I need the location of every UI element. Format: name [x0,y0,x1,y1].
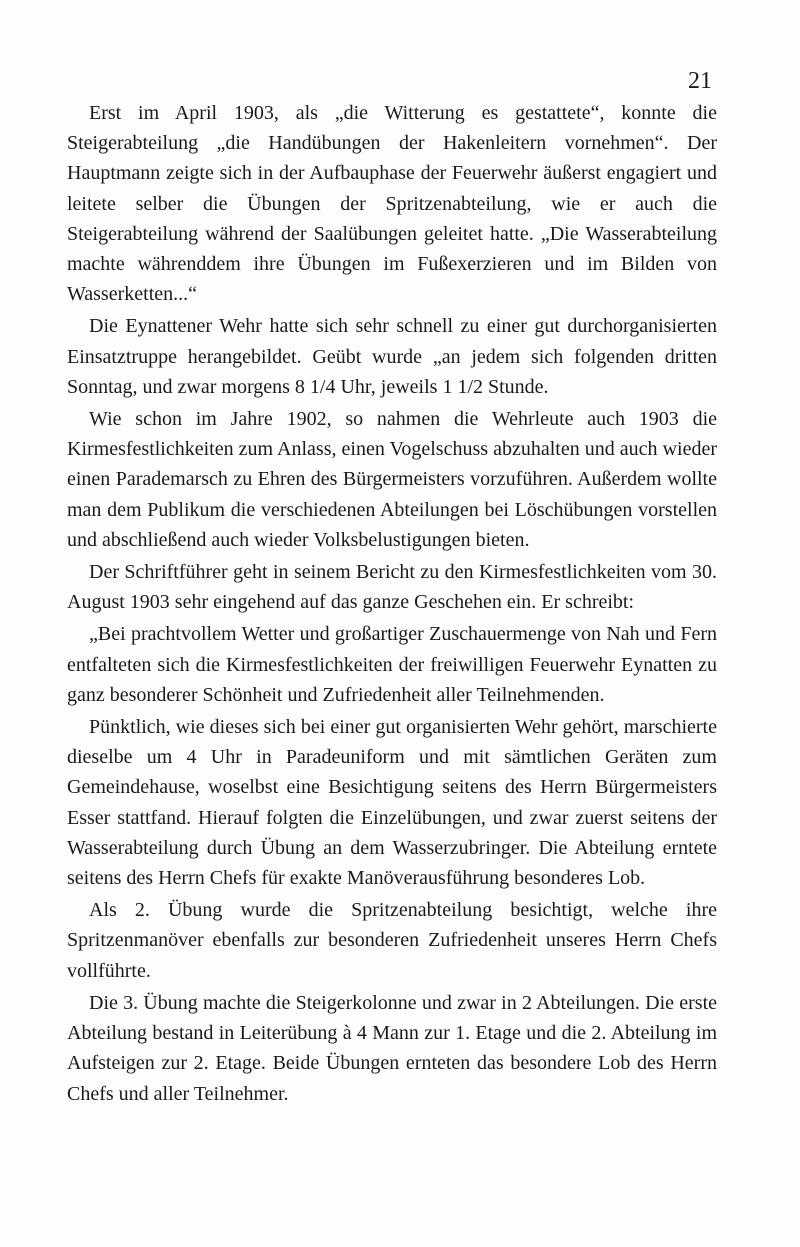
paragraph: Wie schon im Jahre 1902, so nahmen die Wehrleute auch 1903 die Kirmesfestlichkeiten zum Anlass, einen Vogelschuss abzuhalten und auch wieder einen Parademarsch zu Ehren des Bürgermeisters vorzuführen. Außerdem wollte man dem Publikum die verschiedenen Abteilungen bei Löschübungen vorstellen und abschließend auch wieder Volksbelustigungen bieten. [67,408,717,551]
quote-paragraph: Die 3. Übung machte die Steigerkolonne und zwar in 2 Abteilungen. Die erste Abteilung bestand in Leiterübung à 4 Mann zur 1. Etage und die 2. Abteilung im Aufsteigen zur 2. Etage. Beide Übungen ernteten das besondere Lob des Herrn Chefs und aller Teilnehmer. [67,991,717,1105]
quote-paragraph: „Bei prachtvollem Wetter und großartiger Zuschauermenge von Nah und Fern entfalteten sich die Kirmesfestlichkeiten der freiwilligen Feuerwehr Eynatten zu ganz besonderer Schönheit und Zufriedenheit aller Teilnehmenden. [67,623,717,706]
paragraph: Die Eynattener Wehr hatte sich sehr schnell zu einer gut durchorganisierten Einsatztruppe herangebildet. Geübt wurde „an jedem sich folgenden dritten Sonntag, und zwar morgens 8 1/4 Uhr, jeweils 1 1/2 Stunde. [67,315,717,398]
page-number: 21 [688,68,712,94]
quote-paragraph: Als 2. Übung wurde die Spritzenabteilung besichtigt, welche ihre Spritzenmanöver ebenfalls zur besonderen Zufriedenheit unseres Herrn Chefs vollführte. [67,899,717,982]
paragraph: Der Schriftführer geht in seinem Bericht zu den Kirmesfestlichkeiten vom 30. August 1903 sehr eingehend auf das ganze Geschehen ein. Er schreibt: [67,561,717,614]
paragraph: Erst im April 1903, als „die Witterung es gestattete“, konnte die Steigerabteilung „die Handübungen der Hakenleitern vornehmen“. Der Hauptmann zeigte sich in der Aufbauphase der Feuerwehr äußerst engagiert und leitete selber die Übungen der Spritzenabteilung, wie er auch die Steigerabteilung während der Saalübungen geleitet hatte. „Die Wasserabteilung machte währenddem ihre Übungen im Fußexerzieren und im Bilden von Wasserketten...“ [67,102,717,306]
quote-paragraph: Pünktlich, wie dieses sich bei einer gut organisierten Wehr gehört, marschierte dieselbe um 4 Uhr in Paradeuniform und mit sämtlichen Geräten zum Gemeindehause, woselbst eine Besichtigung seitens des Herrn Bürgermeisters Esser stattfand. Hierauf folgten die Einzelübungen, und zwar zuerst seitens der Wasserabteilung durch Übung an dem Wasserzubringer. Die Abteilung erntete seitens des Herrn Chefs für exakte Manöverausführung besonderes Lob. [67,716,717,890]
body-text [67,98,717,1111]
